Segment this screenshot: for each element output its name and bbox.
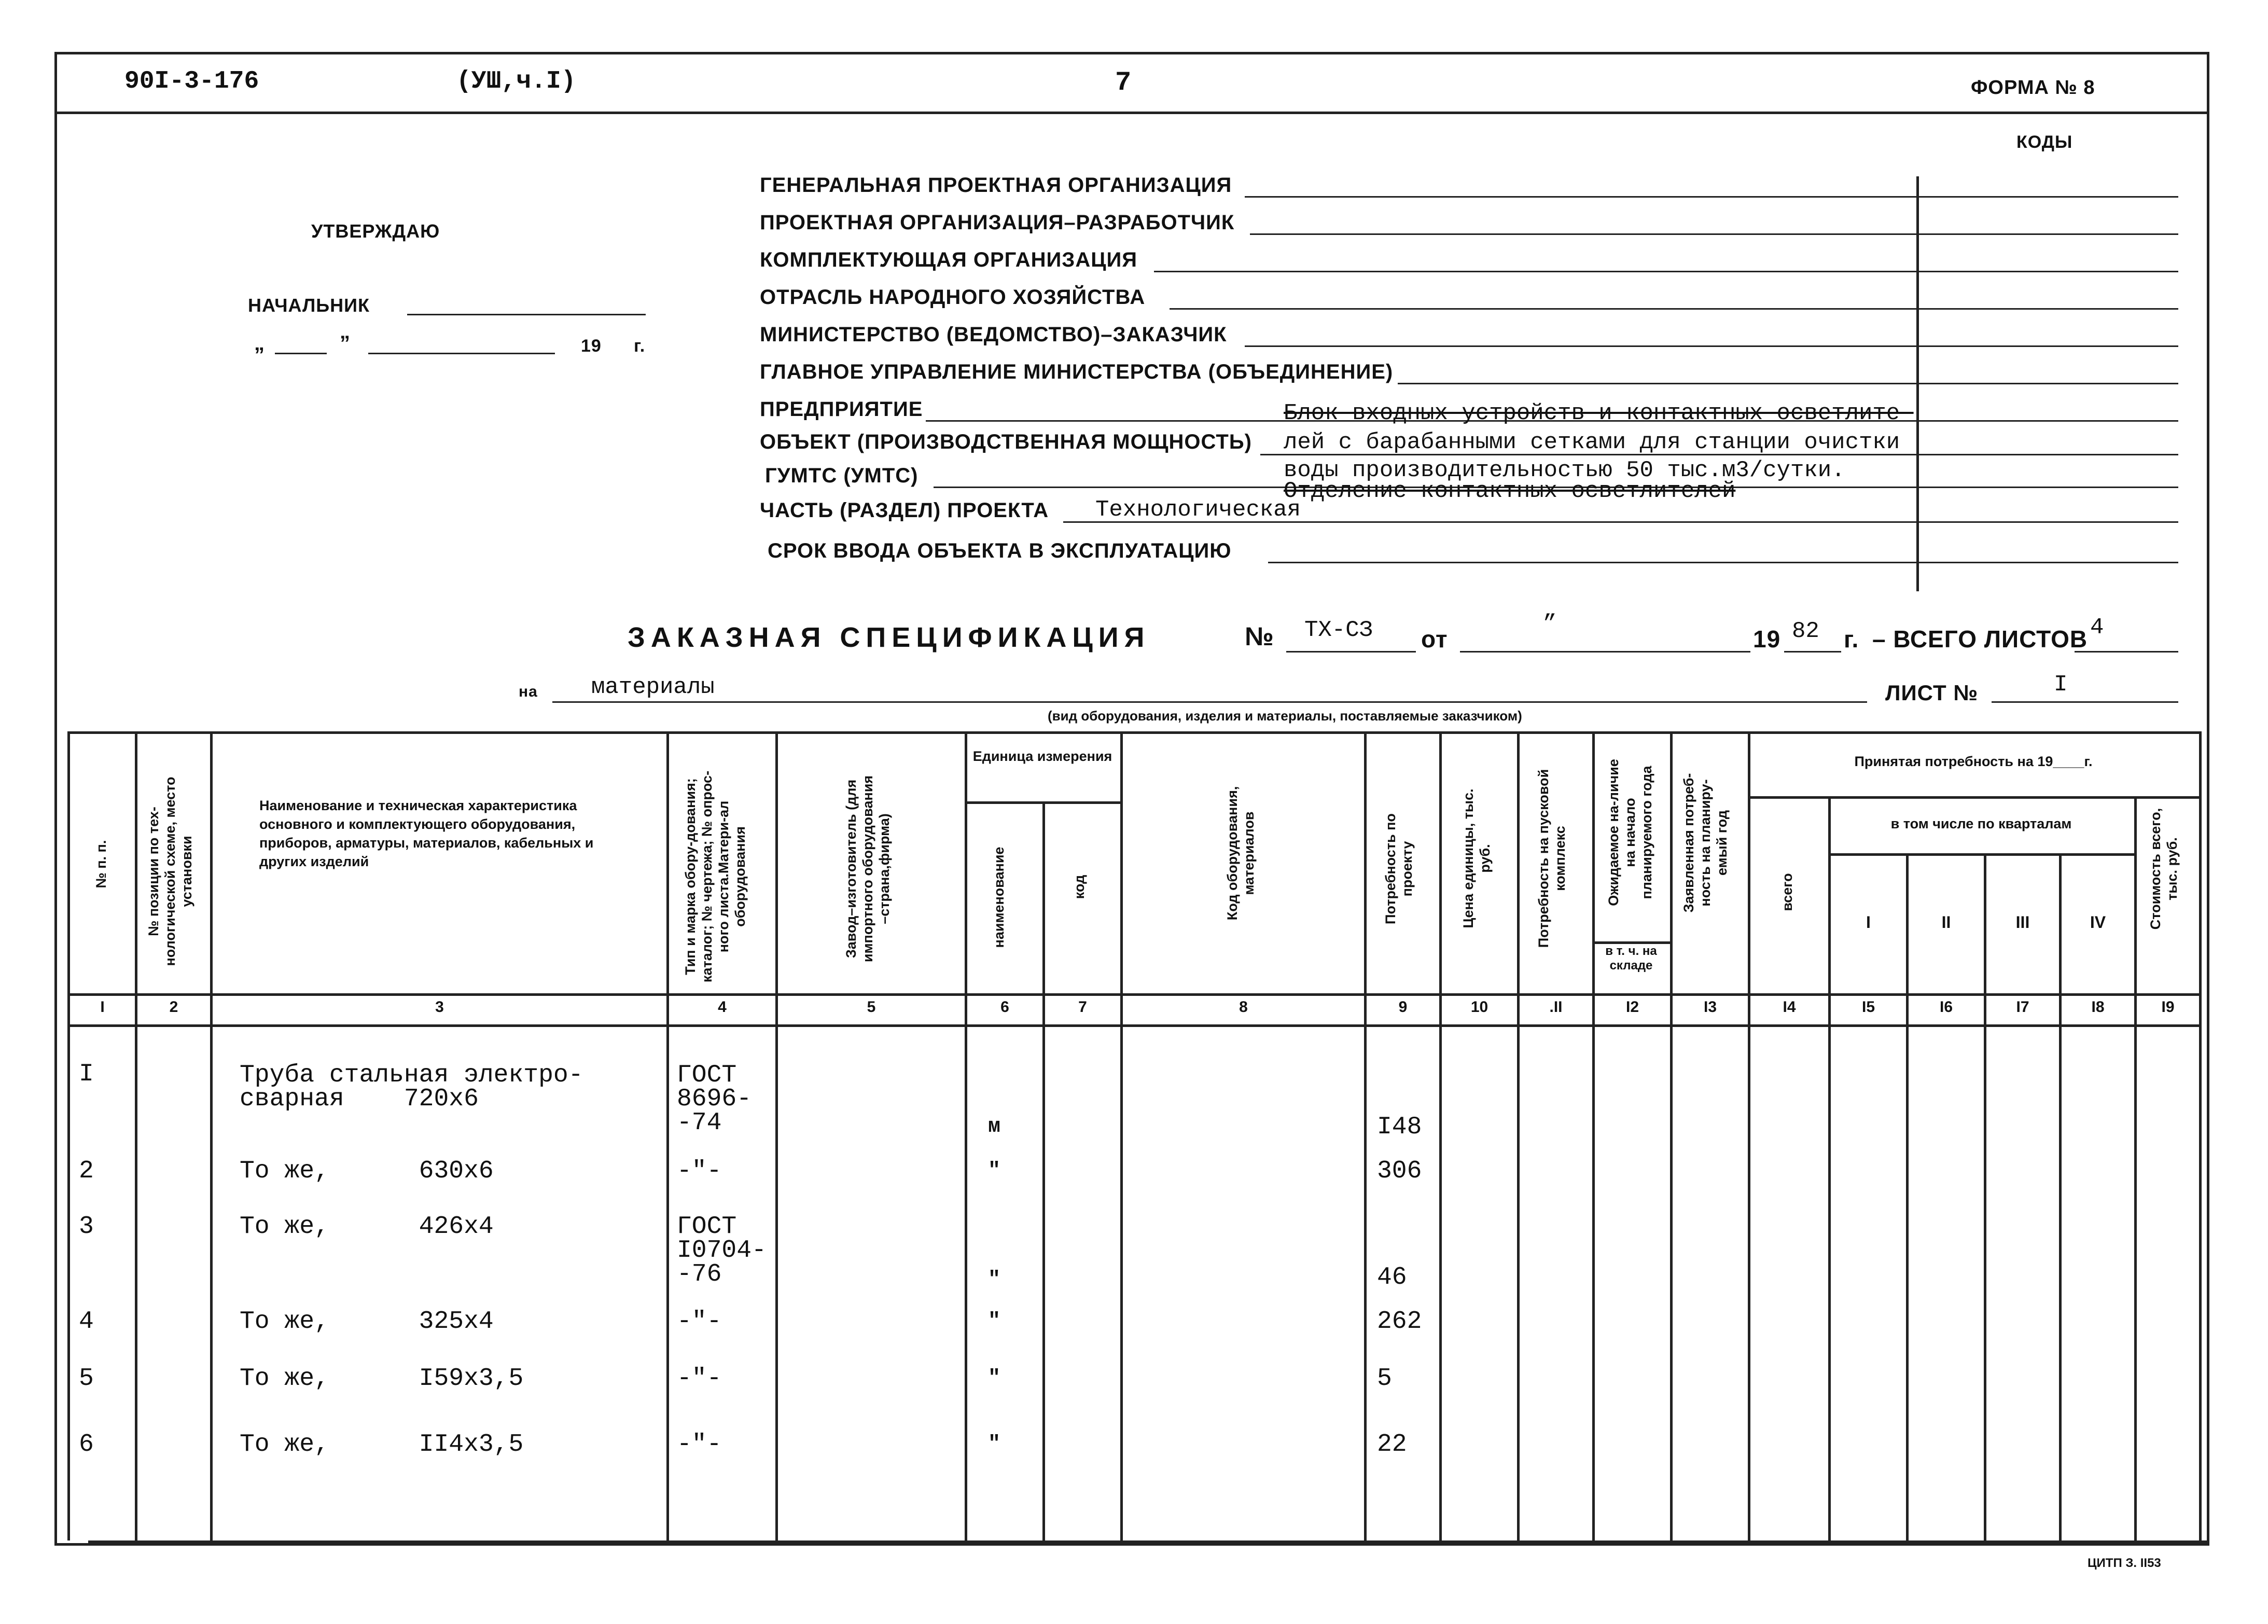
doc-code: 90I-3-176 <box>124 67 259 95</box>
colnum-18: I8 <box>2091 998 2105 1016</box>
col-line-10 <box>1517 731 1520 1540</box>
colnum-2: 2 <box>169 998 178 1016</box>
row-type: ГОСТ 8696- -74 <box>677 1061 752 1137</box>
spec-number-line <box>1286 651 1416 653</box>
approve-quote-2: ” <box>340 332 351 355</box>
header-demand: Потребность по проекту <box>1383 813 1415 924</box>
row-name: Труба стальная электро- сварная 720х6 <box>240 1061 583 1113</box>
header-unit-name: наименование <box>991 846 1007 948</box>
row-qty: 46 <box>1377 1264 1407 1292</box>
row-number: 2 <box>79 1157 94 1185</box>
col-line-5 <box>965 731 967 1540</box>
header-unit: Единица измерения <box>972 748 1112 764</box>
colnum-15: I5 <box>1861 998 1875 1016</box>
top-strip-divider <box>54 112 2209 114</box>
field-part: ЧАСТЬ (РАЗДЕЛ) ПРОЕКТА <box>760 499 1049 522</box>
header-cost: Стоимость всего, тыс. руб. <box>2148 808 2180 930</box>
spec-no-label: № <box>1245 622 1274 651</box>
spec-year-suffix: г. <box>1844 626 1859 653</box>
field-gumts: ГУМТС (УМТС) <box>765 464 919 487</box>
col-line-2 <box>210 731 213 1540</box>
colnum-7: 7 <box>1078 998 1087 1016</box>
spec-na-value: материалы <box>591 674 715 700</box>
col-line-11 <box>1592 731 1595 1540</box>
col-line-7 <box>1120 731 1123 1540</box>
colnum-10: 10 <box>1470 998 1488 1016</box>
spec-sheet-label: ЛИСТ № <box>1885 681 1979 705</box>
col-line-13 <box>1748 731 1750 1540</box>
colnum-16: I6 <box>1939 998 1953 1016</box>
spec-date-line <box>1460 651 1750 653</box>
colnum-5: 5 <box>867 998 876 1016</box>
field-supply-org: КОМПЛЕКТУЮЩАЯ ОРГАНИЗАЦИЯ <box>760 248 1137 271</box>
row-unit: " <box>988 1433 1001 1456</box>
spec-title: ЗАКАЗНАЯ СПЕЦИФИКАЦИЯ <box>628 622 1150 653</box>
table-bottom-line <box>88 1540 2209 1543</box>
header-type: Тип и марка обору-дования; каталог; № чертежа; № опрос-ного листа.Матери-ал оборудования <box>683 770 748 983</box>
col-line-1 <box>135 731 137 1540</box>
field-design-org-line <box>1250 233 2178 235</box>
field-industry: ОТРАСЛЬ НАРОДНОГО ХОЗЯЙСТВА <box>760 286 1146 309</box>
col-line-9 <box>1439 731 1442 1540</box>
field-deadline-line <box>1268 562 2178 563</box>
doc-volume: (УШ,ч.I) <box>456 67 576 95</box>
codes-label: КОДЫ <box>2016 132 2073 152</box>
accepted-subheader-line <box>1748 796 2199 799</box>
footer-stamp: ЦИТП З. II53 <box>2088 1556 2161 1570</box>
col-line-14 <box>1828 796 1831 1540</box>
header-accepted: Принятая потребность на 19____г. <box>1854 754 2093 769</box>
field-object-value: лей с барабанными сетками для станции очистки <box>1284 429 1900 455</box>
field-industry-line <box>1170 308 2178 310</box>
row-name: То же, 325х4 <box>240 1308 494 1336</box>
approve-head-line <box>407 314 646 315</box>
col-line-16 <box>1984 853 1986 1540</box>
header-startup: Потребность на пусковой комплекс <box>1536 769 1568 948</box>
colnum-11: .II <box>1549 998 1563 1016</box>
row-name: То же, 630х6 <box>240 1157 494 1185</box>
row-unit: " <box>988 1310 1001 1333</box>
field-main-dept-line <box>1398 383 2178 384</box>
row-number: 3 <box>79 1213 94 1241</box>
header-unit-code: код <box>1072 875 1087 899</box>
row-type: -"- <box>677 1365 722 1393</box>
row-qty: I48 <box>1377 1113 1422 1141</box>
row-type: ГОСТ I0704- -76 <box>677 1213 767 1288</box>
approve-month-line <box>368 353 555 354</box>
spec-total-label: – ВСЕГО ЛИСТОВ <box>1872 626 2088 653</box>
spec-from-label: от <box>1421 626 1448 653</box>
col-line-19 <box>2199 731 2202 1540</box>
approve-title: УТВЕРЖДАЮ <box>311 220 440 242</box>
row-number: 6 <box>79 1431 94 1459</box>
unit-subheader-line <box>965 801 1120 804</box>
colnum-19: I9 <box>2161 998 2175 1016</box>
table-top-line <box>67 731 2199 734</box>
field-general-org-line <box>1245 196 2178 198</box>
header-material-code: Код оборудования, материалов <box>1225 786 1257 921</box>
row-unit: " <box>988 1268 1001 1292</box>
col-line-0 <box>67 731 70 1540</box>
spec-total-line <box>2075 651 2178 653</box>
header-name: Наименование и техническая характеристика основного и комплектующего оборудования, приборов, арматуры, материалов, кабельных и других изделий <box>259 798 594 869</box>
row-type: -"- <box>677 1157 722 1185</box>
col-line-18 <box>2134 796 2137 1540</box>
field-gumts-value-2: Отделение контактных осветлителей <box>1284 478 1736 504</box>
spec-sheet-line <box>1992 701 2178 703</box>
row-number: 4 <box>79 1308 94 1336</box>
row-unit: " <box>988 1367 1001 1390</box>
approve-quote-1: „ <box>254 332 265 355</box>
field-ministry-line <box>1245 345 2178 347</box>
col-line-3 <box>666 731 669 1540</box>
colnum-6: 6 <box>1000 998 1009 1016</box>
row-type: -"- <box>677 1308 722 1336</box>
field-enterprise: ПРЕДПРИЯТИЕ <box>760 398 923 421</box>
field-general-org: ГЕНЕРАЛЬНАЯ ПРОЕКТНАЯ ОРГАНИЗАЦИЯ <box>760 174 1232 197</box>
header-price: Цена единицы, тыс. руб. <box>1460 788 1493 928</box>
spec-number: ТХ-СЗ <box>1304 617 1373 643</box>
approve-head: НАЧАЛЬНИК <box>248 295 370 316</box>
row-qty: 262 <box>1377 1308 1422 1336</box>
spec-date-quote: ” <box>1543 611 1557 637</box>
colnum-13: I3 <box>1703 998 1717 1016</box>
colnum-17: I7 <box>2016 998 2029 1016</box>
colnum-1: I <box>100 998 105 1016</box>
header-row-no: № п. п. <box>93 840 109 889</box>
field-ministry: МИНИСТЕРСТВО (ВЕДОМСТВО)–ЗАКАЗЧИК <box>760 323 1227 346</box>
col-line-8 <box>1364 731 1367 1540</box>
field-part-value: Технологическая <box>1095 497 1301 523</box>
approve-year: 19 <box>581 336 602 356</box>
colnum-12: I2 <box>1625 998 1639 1016</box>
table-colnum-top <box>67 993 2199 996</box>
row-qty: 5 <box>1377 1365 1392 1393</box>
row-type: -"- <box>677 1431 722 1459</box>
spec-na-label: на <box>519 683 538 700</box>
field-main-dept: ГЛАВНОЕ УПРАВЛЕНИЕ МИНИСТЕРСТВА (ОБЪЕДИНЕНИЕ) <box>760 360 1394 383</box>
field-design-org: ПРОЕКТНАЯ ОРГАНИЗАЦИЯ–РАЗРАБОТЧИК <box>760 211 1235 234</box>
col-line-15 <box>1906 853 1909 1540</box>
spec-sheet: I <box>2054 672 2068 698</box>
colnum-14: I4 <box>1783 998 1796 1016</box>
col-line-12 <box>1670 731 1673 1540</box>
header-q4: IV <box>2090 913 2106 932</box>
field-deadline: СРОК ВВОДА ОБЪЕКТА В ЭКСПЛУАТАЦИЮ <box>768 539 1232 562</box>
field-supply-org-line <box>1154 271 2178 272</box>
spec-year-line <box>1784 651 1841 653</box>
header-q3: III <box>2015 913 2030 932</box>
spec-na-line <box>552 701 1867 703</box>
row-qty: 306 <box>1377 1157 1422 1185</box>
col-line-4 <box>775 731 778 1540</box>
col-line-6 <box>1042 801 1045 1540</box>
row-number: 5 <box>79 1365 94 1393</box>
header-in-stock: в т. ч. на складе <box>1605 944 1657 973</box>
header-q2: II <box>1941 913 1951 932</box>
header-total: всего <box>1779 873 1795 911</box>
spec-year-prefix: 19 <box>1753 626 1781 653</box>
row-name: То же, II4х3,5 <box>240 1431 524 1459</box>
row-unit: м <box>988 1115 1001 1139</box>
colnum-8: 8 <box>1239 998 1248 1016</box>
row-qty: 22 <box>1377 1431 1407 1459</box>
header-q1: I <box>1866 913 1871 932</box>
header-quarters: в том числе по кварталам <box>1890 816 2072 831</box>
table-colnum-bottom <box>67 1024 2199 1027</box>
row-name: То же, 426х4 <box>240 1213 494 1241</box>
quarters-subheader-line <box>1828 853 2134 856</box>
row-name: То же, I59х3,5 <box>240 1365 524 1393</box>
row-number: I <box>79 1060 94 1088</box>
header-declared: Заявленная потреб-ность на планиру-емый год <box>1681 773 1730 913</box>
spec-na-note: (вид оборудования, изделия и материалы, поставляемые заказчиком) <box>1048 708 1522 724</box>
field-object: ОБЪЕКТ (ПРОИЗВОДСТВЕННАЯ МОЩНОСТЬ) <box>760 431 1252 453</box>
colnum-9: 9 <box>1398 998 1408 1016</box>
approve-year-suffix: г. <box>634 336 646 356</box>
spec-year: 82 <box>1792 618 1819 644</box>
form-number: ФОРМА № 8 <box>1971 77 2095 99</box>
field-enterprise-value: Блок входных устройств и контактных осветлите- <box>1284 400 1914 426</box>
header-expected: Ожидаемое на-личие на начало планируемого года <box>1606 759 1654 906</box>
colnum-4: 4 <box>718 998 727 1016</box>
row-unit: " <box>988 1159 1001 1183</box>
approve-day-line <box>275 353 327 354</box>
spec-total: 4 <box>2090 615 2104 641</box>
page-number: 7 <box>1115 67 1132 98</box>
colnum-3: 3 <box>435 998 444 1016</box>
header-position: № позиции по тех-нологической схеме, место установки <box>146 776 194 966</box>
field-gumts-value: воды производительностью 50 тыс.м3/сутки. <box>1284 457 1845 483</box>
header-manufacturer: Завод–изготовитель (для импортного оборудования –страна,фирма) <box>843 775 892 963</box>
col-line-17 <box>2059 853 2062 1540</box>
